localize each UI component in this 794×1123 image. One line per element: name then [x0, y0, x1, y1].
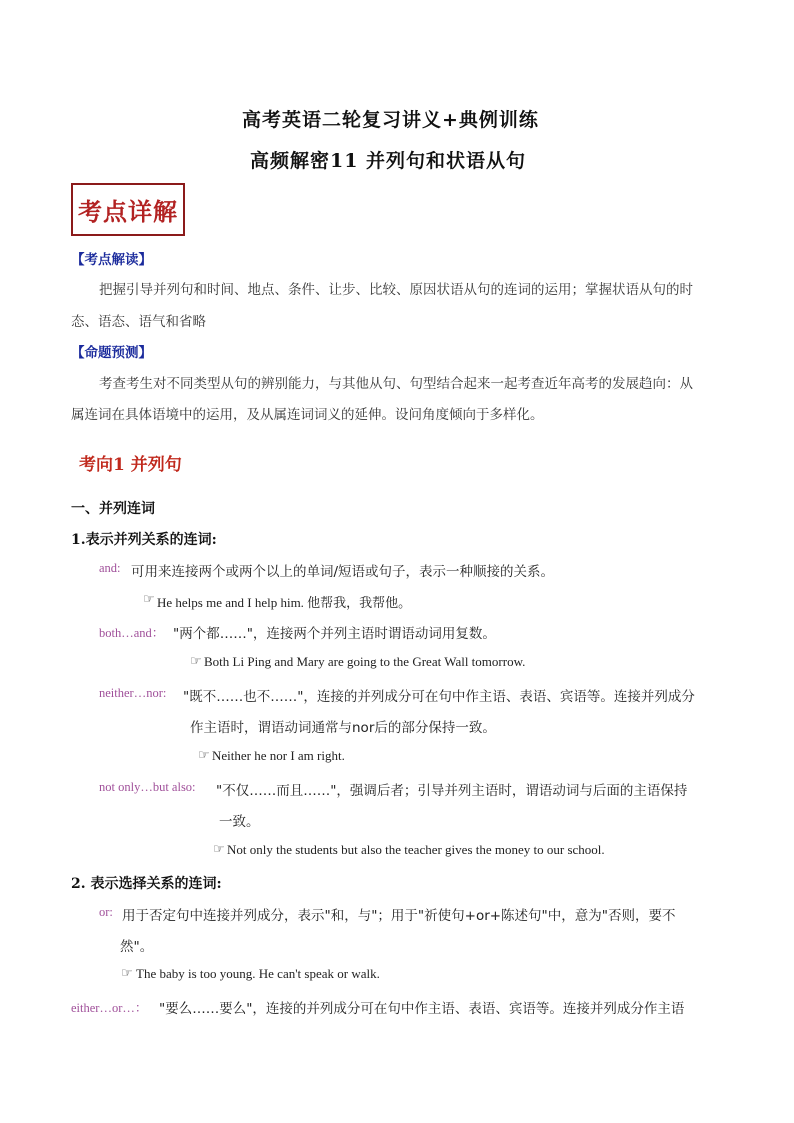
example-neither-nor: Neither he nor I am right. — [212, 748, 345, 763]
keyword-or: or: — [99, 905, 113, 919]
desc-neither-nor-line-2: 作主语时，谓语动词通常与nor后的部分保持一致。 — [190, 720, 496, 736]
desc-both-and: "两个都……"，连接两个并列主语时谓语动词用复数。 — [173, 626, 496, 642]
interpretation-label: 【考点解读】 — [71, 252, 152, 268]
desc-or-line-2: 然"。 — [120, 939, 154, 955]
pointing-hand-icon: ☞ — [190, 654, 202, 669]
interpretation-line-1: 把握引导并列句和时间、地点、条件、让步、比较、原因状语从句的连词的运用；掌握状语从句的时 — [99, 282, 693, 298]
pointing-hand-icon: ☞ — [198, 748, 210, 763]
section-tag-label: 考点详解 — [78, 197, 178, 226]
desc-neither-nor-line-1: "既不……也不……"，连接的并列成分可在句中作主语、表语、宾语等。连接并列成分 — [183, 689, 695, 705]
heading-parallel-relation: 1.表示并列关系的连词: — [71, 532, 217, 548]
desc-not-only-line-2: 一致。 — [219, 814, 260, 830]
prediction-line-2: 属连词在具体语境中的运用，及从属连词词义的延伸。设问角度倾向于多样化。 — [71, 407, 544, 423]
interpretation-line-2: 态、语态、语气和省略 — [71, 314, 206, 330]
example-or: The baby is too young. He can't speak or walk. — [136, 966, 380, 981]
document-title: 高考英语二轮复习讲义+典例训练 — [242, 109, 539, 131]
heading-conjunctions: 一、并列连词 — [71, 501, 155, 517]
keyword-not-only-but-also: not only…but also: — [99, 780, 196, 794]
example-not-only: Not only the students but also the teacher gives the money to our school. — [227, 842, 605, 857]
pointing-hand-icon: ☞ — [143, 592, 155, 607]
kaoxiang-heading: 考向1 并列句 — [79, 455, 182, 475]
pointing-hand-icon: ☞ — [121, 966, 133, 981]
prediction-label: 【命题预测】 — [71, 345, 152, 361]
heading-choice-relation: 2. 表示选择关系的连词: — [71, 876, 222, 892]
desc-either-or-line-1: "要么……要么"，连接的并列成分可在句中作主语、表语、宾语等。连接并列成分作主语 — [159, 1001, 685, 1017]
keyword-neither-nor: neither…nor: — [99, 686, 167, 700]
keyword-either-or: either…or…： — [71, 1001, 148, 1015]
example-and: He helps me and I help him. 他帮我，我帮他。 — [157, 595, 412, 610]
keyword-and: and: — [99, 561, 121, 575]
example-both-and: Both Li Ping and Mary are going to the Great Wall tomorrow. — [204, 654, 526, 669]
desc-and: 可用来连接两个或两个以上的单词/短语或句子，表示一种顺接的关系。 — [131, 564, 555, 580]
keyword-both-and: both…and： — [99, 626, 165, 640]
desc-or-line-1: 用于否定句中连接并列成分，表示"和，与"；用于"祈使句+or+陈述句"中，意为"否则，要不 — [122, 908, 676, 924]
section-tag-box — [71, 183, 185, 236]
desc-not-only-line-1: "不仅……而且……"，强调后者；引导并列主语时，谓语动词与后面的主语保持 — [216, 783, 688, 799]
pointing-hand-icon: ☞ — [213, 842, 225, 857]
document-subtitle: 高频解密11 并列句和状语从句 — [250, 150, 527, 172]
prediction-line-1: 考查考生对不同类型从句的辨别能力，与其他从句、句型结合起来一起考查近年高考的发展趋向：从 — [99, 376, 693, 392]
